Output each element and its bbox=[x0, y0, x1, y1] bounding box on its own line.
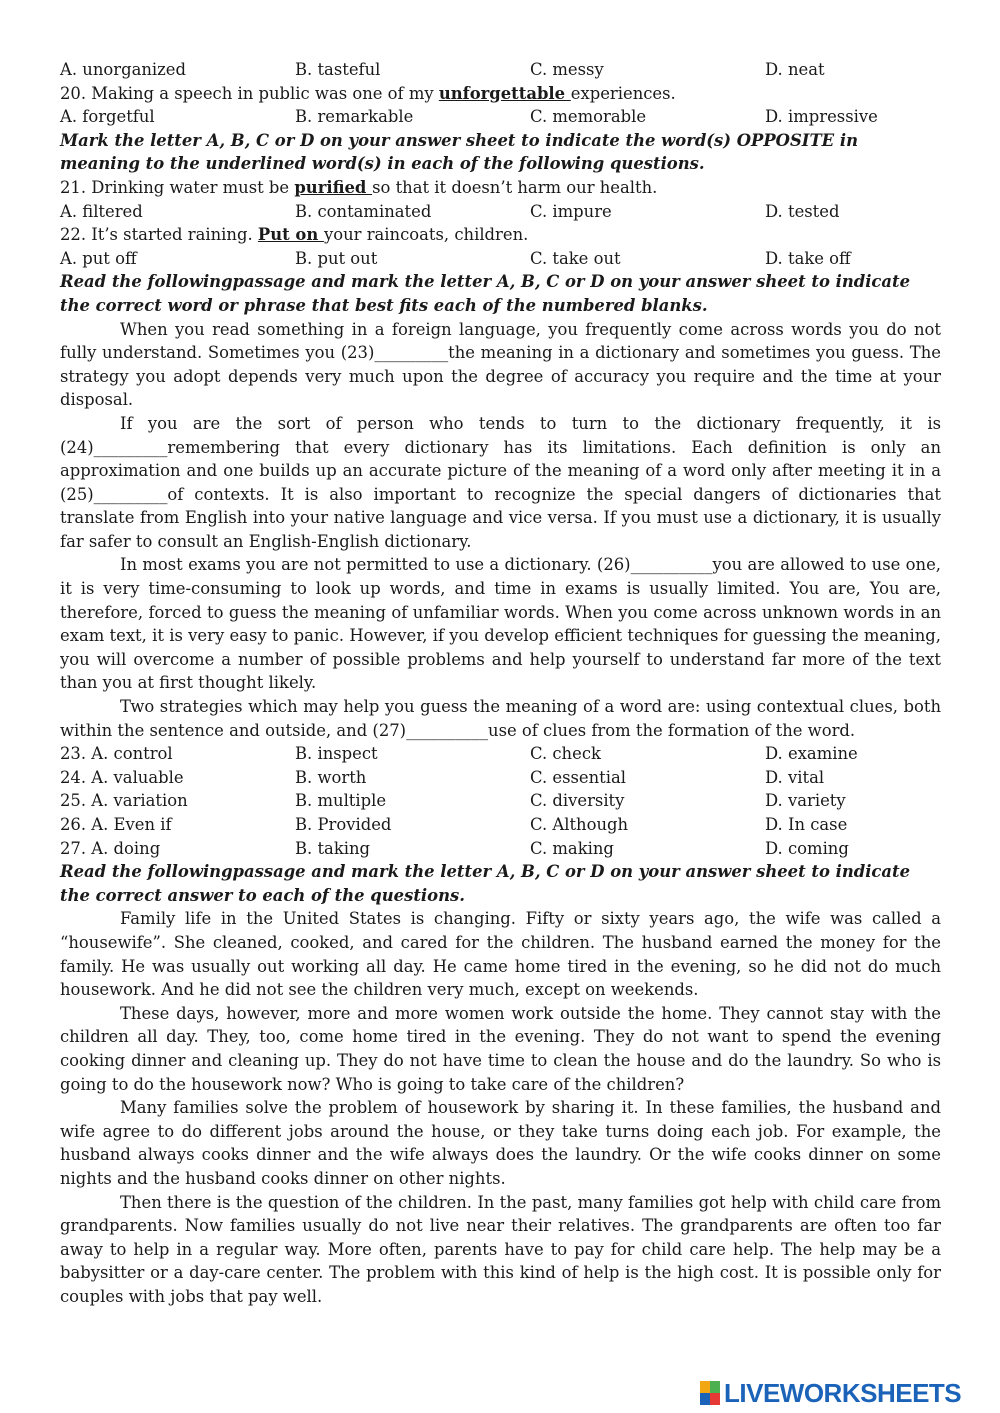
instruction-reading: Read the followingpassage and mark the letter A, B, C or D on your answer sheet to indicate the correct answer to each of the questions. bbox=[60, 862, 911, 905]
q27-option-b[interactable]: B. taking bbox=[295, 838, 371, 858]
q21-option-a[interactable]: A. filtered bbox=[60, 201, 143, 221]
reading-paragraph-4: Then there is the question of the children. In the past, many families got help with child care from grandparents. Now families usually do not live near their relatives. The grandparents are often too far away to help in a regular way. More often, parents have to pay for child care help. The help may be a babysitter or a day-care center. The problem with this kind of help is the high cost. It is possible only for couples with jobs that pay well. bbox=[60, 1192, 941, 1306]
q25-option-b[interactable]: B. multiple bbox=[295, 791, 387, 811]
reading-paragraph-2: These days, however, more and more women work outside the home. They cannot stay with the children all day. They, too, come home tired in the evening. They do not want to spend the evening cooking dinner and cleaning up. They do not have time to clean the house and do the laundry. So who is going to do the housework now? Who is going to take care of the children? bbox=[60, 1003, 941, 1094]
blank-26[interactable]: (26)__________ bbox=[596, 555, 713, 575]
liveworksheets-watermark[interactable] bbox=[700, 1378, 995, 1408]
q23-option-a[interactable]: 23. A. control bbox=[60, 744, 173, 764]
q27-option-c[interactable]: C. making bbox=[530, 838, 614, 858]
q27-options bbox=[60, 837, 941, 861]
cloze-paragraph-1: When you read something in a foreign language, you frequently come across words you do not fully understand. Sometimes you (23)_________the meaning in a dictionary and sometimes you guess. The strategy you adopt depends very much upon the degree of accuracy you require and the time at your disposal. bbox=[60, 319, 941, 410]
q19-option-c[interactable]: C. messy bbox=[530, 60, 604, 79]
q21-option-c[interactable]: C. impure bbox=[530, 201, 612, 221]
q27-option-a[interactable]: 27. A. doing bbox=[60, 838, 161, 858]
underlined-word: purified bbox=[294, 177, 373, 197]
q25-option-c[interactable]: C. diversity bbox=[530, 791, 625, 811]
q26-option-a[interactable]: 26. A. Even if bbox=[60, 815, 172, 834]
q19-options bbox=[60, 58, 941, 82]
reading-paragraph-3: Many families solve the problem of housework by sharing it. In these families, the husband and wife agree to do different jobs around the house, or they take turns doing each job. For example, the husband always cooks dinner and the wife always does the laundry. Or the wife cooks dinner on some nights and the husband cooks dinner on other nights. bbox=[60, 1098, 941, 1188]
q21-option-d[interactable]: D. tested bbox=[765, 201, 840, 221]
q23-option-d[interactable]: D. examine bbox=[765, 744, 858, 764]
cloze-paragraph-2: If you are the sort of person who tends to turn to the dictionary frequently, it is (24)_________remembering that every dictionary has its limitations. Each definition is only an approximation and one builds up an accurate picture of the meaning of a word only after meeting it in a (25)_________of contexts. It is also important to recognize the special dangers of dictionaries that translate from English into your native language and vice versa. If you must use a dictionary, it is usually far safer to consult an English-English dictionary. bbox=[60, 413, 941, 551]
q20-option-d[interactable]: D. impressive bbox=[765, 107, 878, 127]
q24-option-c[interactable]: C. essential bbox=[530, 767, 626, 787]
q19-option-d[interactable]: D. neat bbox=[765, 60, 825, 79]
q23-options bbox=[60, 742, 941, 766]
q27-option-d[interactable]: D. coming bbox=[765, 838, 849, 858]
instruction-cloze: Read the followingpassage and mark the letter A, B, C or D on your answer sheet to indicate the correct word or phrase that best fits each of the numbered blanks. bbox=[60, 272, 911, 315]
instruction-opposite: Mark the letter A, B, C or D on your answer sheet to indicate the word(s) OPPOSITE in meaning to the underlined word(s) in each of the following questions. bbox=[60, 130, 858, 174]
q23-option-c[interactable]: C. check bbox=[530, 744, 601, 764]
underlined-word: Put on bbox=[257, 225, 324, 245]
q25-options bbox=[60, 789, 941, 813]
blank-23[interactable]: (23)_________ bbox=[340, 343, 449, 363]
liveworksheets-logo-icon bbox=[700, 1381, 720, 1405]
q22-options bbox=[60, 247, 941, 271]
q19-option-b[interactable]: B. tasteful bbox=[295, 60, 381, 79]
q24-option-d[interactable]: D. vital bbox=[765, 767, 825, 787]
q26-option-c[interactable]: C. Although bbox=[530, 815, 629, 834]
q20-option-a[interactable]: A. forgetful bbox=[60, 107, 155, 127]
worksheet-page bbox=[60, 58, 941, 1308]
q22-option-d[interactable]: D. take off bbox=[765, 248, 851, 268]
q26-option-b[interactable]: B. Provided bbox=[295, 815, 392, 834]
question-20: 20. Making a speech in public was one of my unforgettable experiences. bbox=[60, 83, 676, 103]
q20-options bbox=[60, 105, 941, 129]
q25-option-a[interactable]: 25. A. variation bbox=[60, 791, 188, 811]
q26-options bbox=[60, 813, 941, 837]
q26-option-d[interactable]: D. In case bbox=[765, 815, 848, 834]
question-22: 22. It’s started raining. Put on your raincoats, children. bbox=[60, 225, 529, 245]
question-21: 21. Drinking water must be purified so that it doesn’t harm our health. bbox=[60, 177, 658, 197]
q22-option-a[interactable]: A. put off bbox=[60, 248, 137, 268]
q24-option-a[interactable]: 24. A. valuable bbox=[60, 767, 184, 787]
blank-27[interactable]: (27)__________ bbox=[372, 720, 489, 740]
cloze-paragraph-4: Two strategies which may help you guess the meaning of a word are: using contextual clues, both within the sentence and outside, and (27)__________use of clues from the formation of the word. bbox=[60, 697, 941, 740]
q22-option-c[interactable]: C. take out bbox=[530, 248, 621, 268]
underlined-word: unforgettable bbox=[438, 83, 571, 103]
q22-option-b[interactable]: B. put out bbox=[295, 248, 378, 268]
cloze-paragraph-3: In most exams you are not permitted to use a dictionary. (26)__________you are allowed to use one, it is very time-consuming to look up words, and time in exams is usually limited. You are, You are, therefore, forced to guess the meaning of unfamiliar words. When you come across unknown words in an exam text, it is very easy to panic. However, if you develop efficient techniques for guessing the meaning, you will overcome a number of possible problems and help yourself to understand far more of the text than you at first thought likely. bbox=[60, 555, 941, 693]
q21-option-b[interactable]: B. contaminated bbox=[295, 201, 432, 221]
blank-25[interactable]: (25)_________ bbox=[60, 484, 168, 504]
q25-option-d[interactable]: D. variety bbox=[765, 791, 846, 811]
q19-option-a[interactable]: A. unorganized bbox=[60, 60, 186, 79]
q24-options bbox=[60, 766, 941, 790]
liveworksheets-logo-text: LIVEWORKSHEETS bbox=[724, 1377, 962, 1408]
q24-option-b[interactable]: B. worth bbox=[295, 767, 367, 787]
q21-options bbox=[60, 200, 941, 224]
reading-paragraph-1: Family life in the United States is changing. Fifty or sixty years ago, the wife was called a “housewife”. She cleaned, cooked, and cared for the children. The husband earned the money for the family. He was usually out working all day. He came home tired in the evening, so he did not do much housework. And he did not see the children very much, except on weekends. bbox=[60, 909, 941, 1000]
q20-option-c[interactable]: C. memorable bbox=[530, 107, 647, 127]
blank-24[interactable]: (24)_________ bbox=[60, 437, 168, 457]
q23-option-b[interactable]: B. inspect bbox=[295, 744, 378, 764]
q20-option-b[interactable]: B. remarkable bbox=[295, 107, 414, 127]
